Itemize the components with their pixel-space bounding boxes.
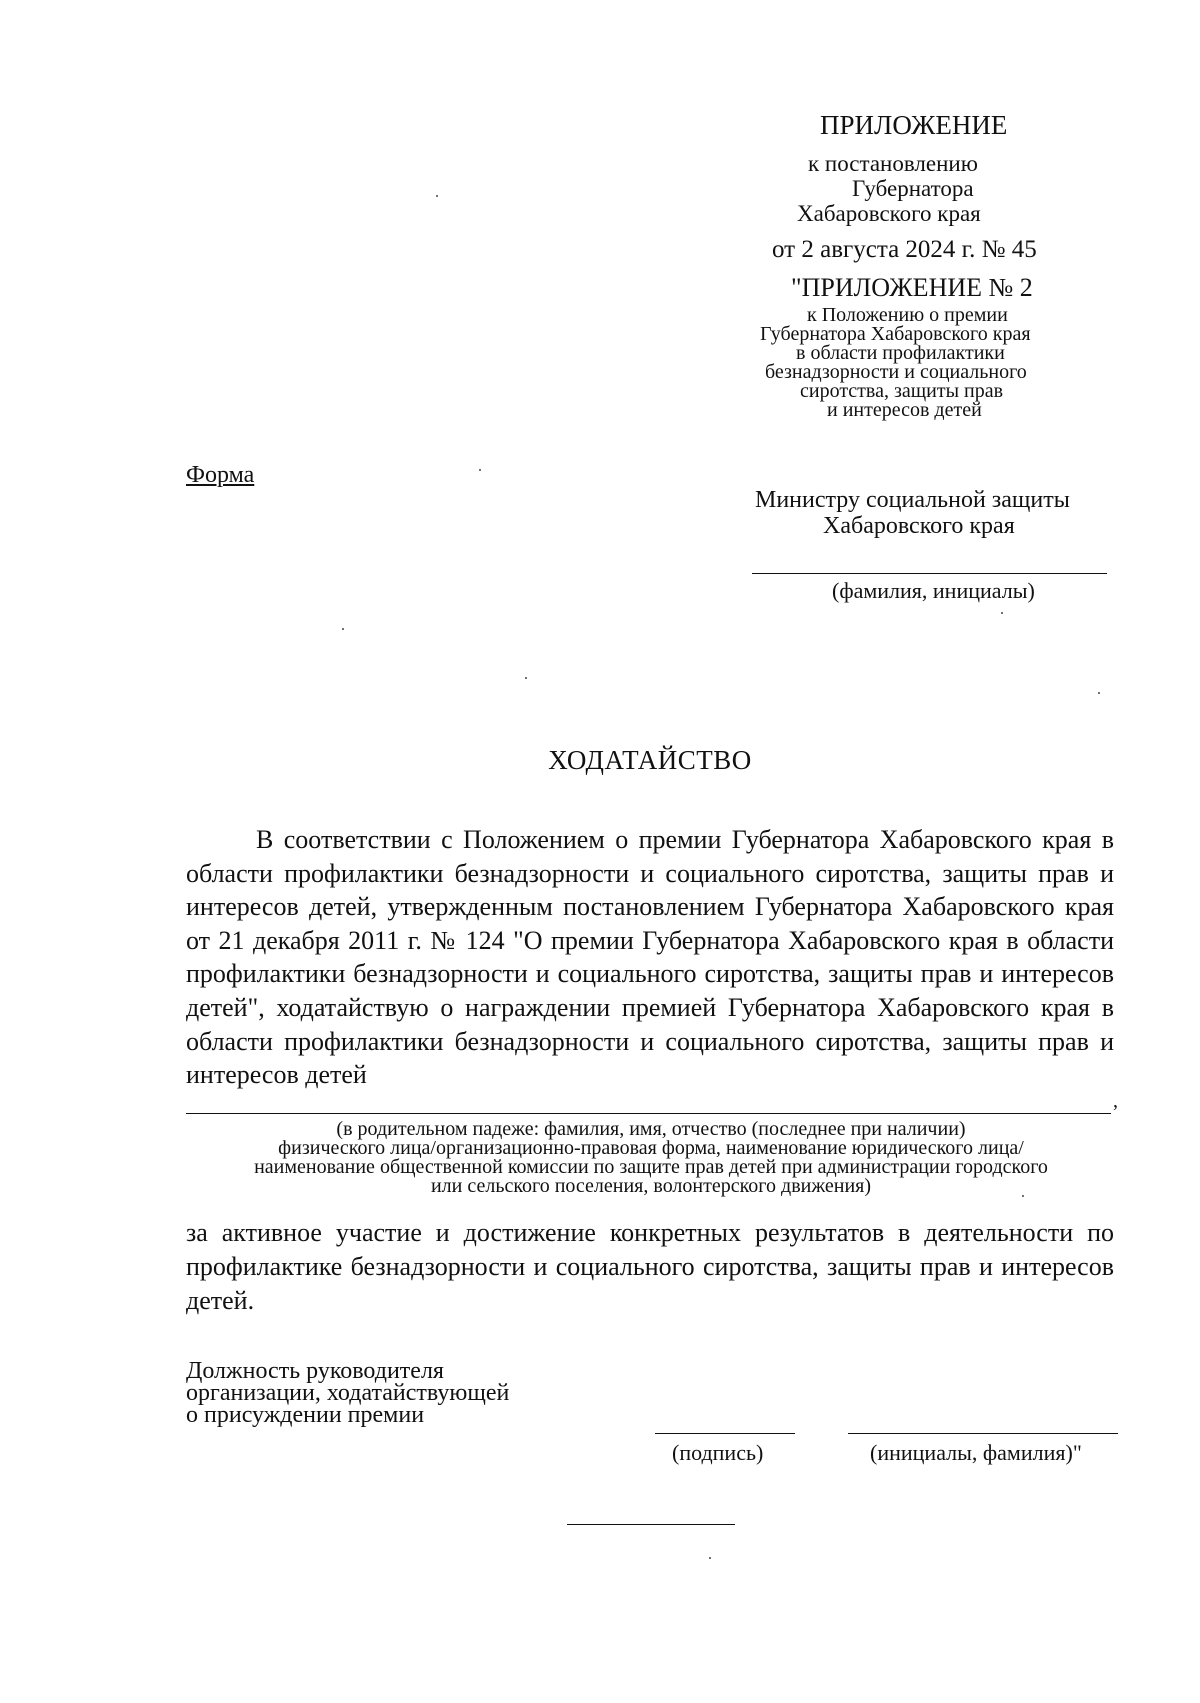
body-paragraph-1 [186,823,1114,1092]
name-line [848,1433,1118,1434]
appendix-date-number: от 2 августа 2024 г. № 45 [772,236,1037,263]
body-paragraph-2 [186,1216,1114,1318]
appendix2-line-6: и интересов детей [827,399,982,421]
signature-position [186,1360,509,1426]
signature-position-line-2: организации, ходатайствующей [186,1380,510,1406]
recipient-note-line-1: (в родительном падеже: фамилия, имя, отчество (последнее при наличии) [336,1118,966,1140]
scan-speck [436,195,438,197]
scan-speck [1022,1195,1024,1197]
signature-line [655,1433,795,1434]
appendix-line-1: к постановлению [808,151,978,176]
body-paragraph-2-text: за активное участие и достижение конкретных результатов в деятельности по профилактике безнадзорности и социального сиротства, защиты прав и интересов детей. [186,1218,1114,1315]
appendix-title: ПРИЛОЖЕНИЕ [820,110,1008,140]
signature-position-line-1: Должность руководителя [186,1358,444,1384]
scan-speck [342,628,344,630]
appendix-line-2: Губернатора [852,176,974,201]
scan-speck [1098,692,1100,694]
scan-speck [479,469,481,471]
scan-speck [709,1557,711,1559]
appendix2-line-2: Губернатора Хабаровского края [760,323,1031,345]
appendix2-line-3: в области профилактики [796,342,1005,364]
form-label: Форма [186,462,255,488]
addressee-line-2: Хабаровского края [823,513,1015,539]
recipient-note-line-3: наименование общественной комиссии по защите прав детей при администрации городского [254,1156,1048,1178]
recipient-note [186,1120,1116,1196]
recipient-note-line-2: физического лица/организационно-правовая форма, наименование юридического лица/ [278,1137,1024,1159]
body-paragraph-1-text: В соответствии с Положением о премии Губернатора Хабаровского края в области профилактики безнадзорности и социального сиротства, защиты прав и интересов детей, утвержденным постановлением Губернатора Хабаровского края от 21 декабря 2011 г. № 124 "О премии Губернатора Хабаровского края в области профилактики безнадзорности и социального сиротства, защиты прав и интересов детей", ходатайствую о награждении премией Губернатора Хабаровского края в области профилактики безнадзорности и социального сиротства, защиты прав и интересов детей [186,825,1114,1090]
scan-speck [525,677,527,679]
addressee-name-line [752,573,1107,574]
appendix-line-3: Хабаровского края [797,201,981,226]
addressee-caption: (фамилия, инициалы) [832,578,1035,603]
appendix2-line-5: сиротства, защиты прав [800,380,1004,402]
signature-caption: (подпись) [672,1440,764,1465]
signature-position-line-3: о присуждении премии [186,1402,425,1428]
scan-speck [1001,612,1003,614]
appendix2-line-1: к Положению о премии [807,304,1008,326]
recipient-note-line-4: или сельского поселения, волонтерского движения) [430,1175,872,1197]
recipient-line [186,1113,1111,1114]
appendix2-title: "ПРИЛОЖЕНИЕ № 2 [791,273,1033,302]
closing-separator [567,1524,735,1525]
appendix2-line-4: безнадзорности и социального [765,361,1027,383]
addressee-line-1: Министру социальной защиты [755,487,1070,513]
name-caption: (инициалы, фамилия)" [870,1440,1082,1465]
document-title: ХОДАТАЙСТВО [548,745,752,775]
recipient-line-comma: , [1113,1090,1118,1112]
